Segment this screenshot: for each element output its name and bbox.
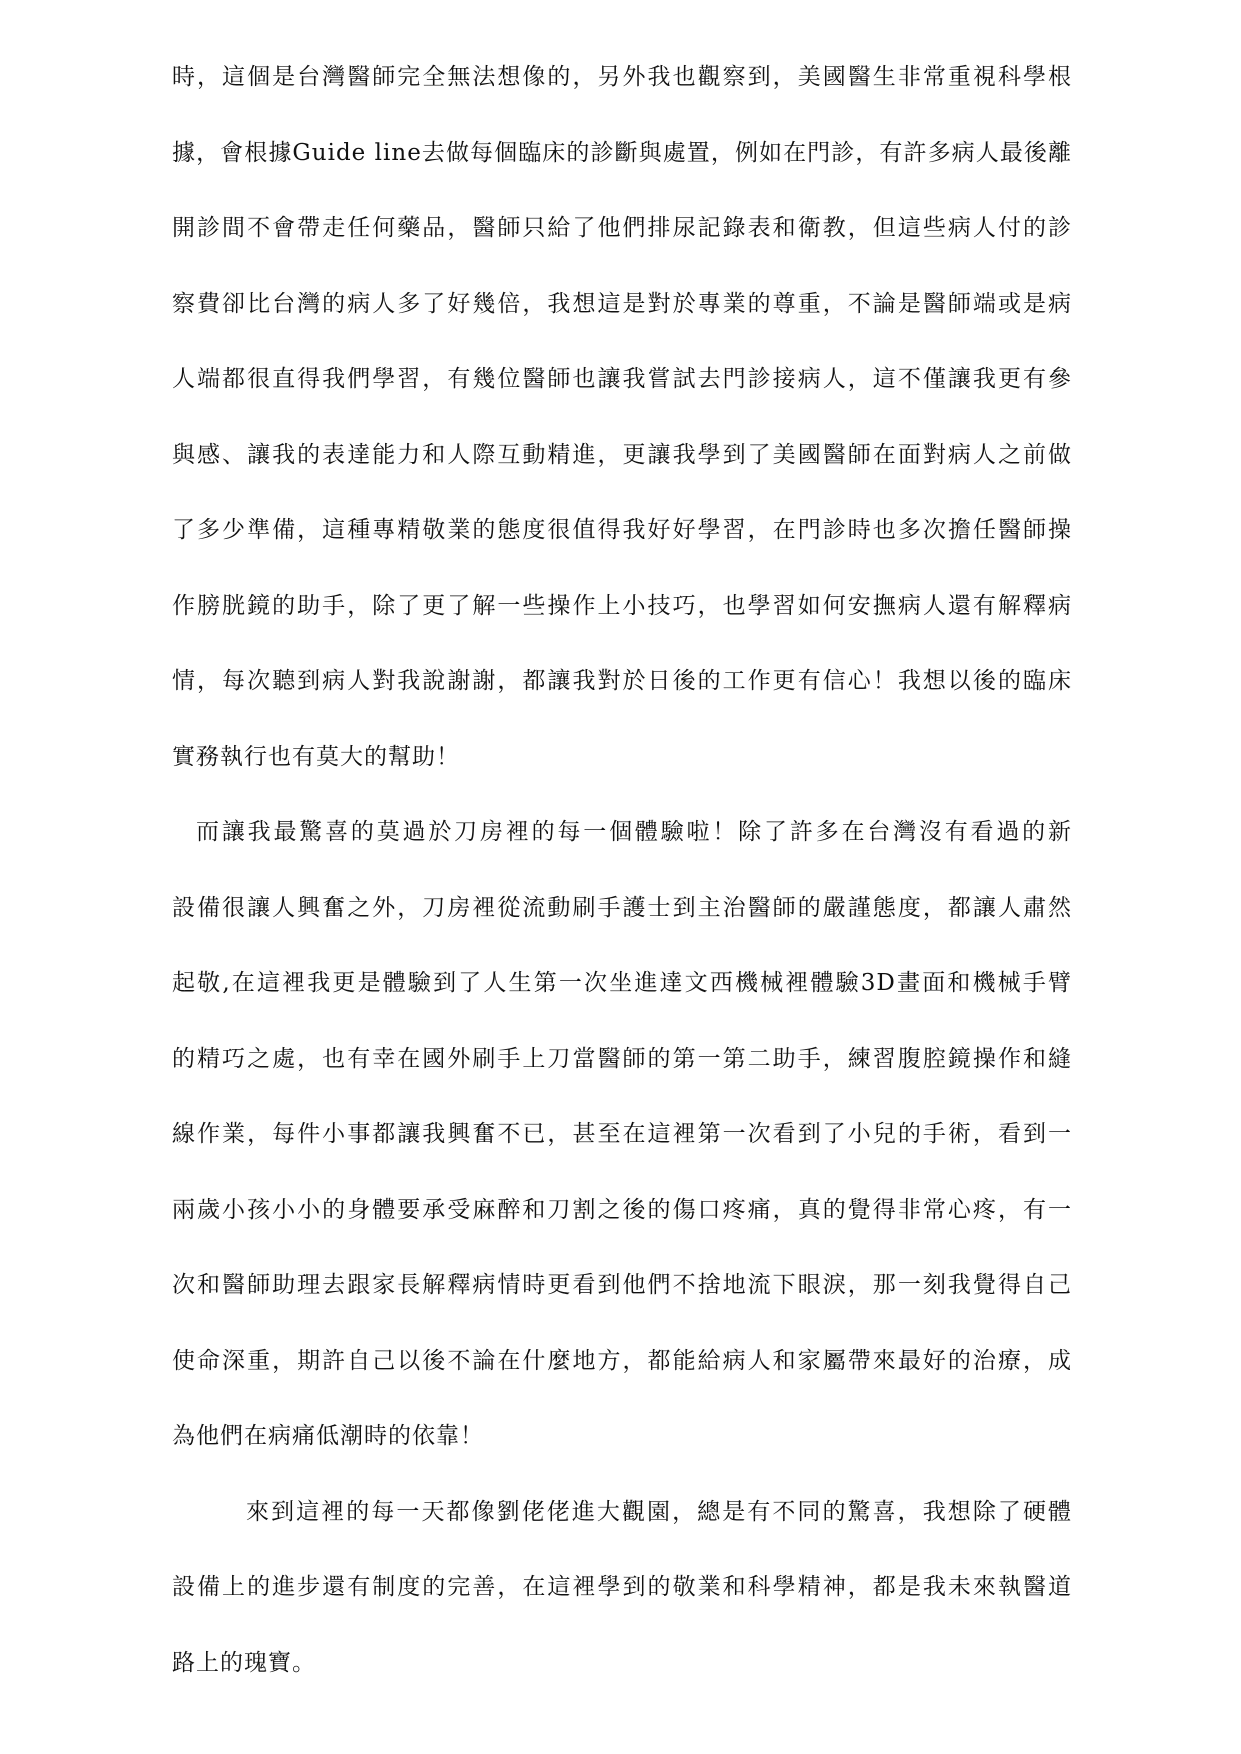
text-line: 起敬,在這裡我更是體驗到了人生第一次坐進達文西機械裡體驗3D畫面和機械手臂: [172, 970, 1072, 996]
text-line: 設備上的進步還有制度的完善，在這裡學到的敬業和科學精神，都是我未來執醫道: [172, 1574, 1072, 1600]
text-line: 了多少準備，這種專精敬業的態度很值得我好好學習，在門診時也多次擔任醫師操: [172, 517, 1072, 543]
text-line: 開診間不會帶走任何藥品，醫師只給了他們排尿記錄表和衛教，但這些病人付的診: [172, 215, 1072, 241]
paragraph-1: [172, 40, 1072, 795]
text-line: 來到這裡的每一天都像劉佬佬進大觀園，總是有不同的驚喜，我想除了硬體: [246, 1498, 1072, 1525]
text-line: 兩歲小孩小小的身體要承受麻醉和刀割之後的傷口疼痛，真的覺得非常心疼，有一: [172, 1196, 1072, 1223]
document-body: [172, 40, 1072, 1701]
text-line: 使命深重，期許自己以後不論在什麼地方，都能給病人和家屬帶來最好的治療，成: [172, 1347, 1072, 1374]
text-line: 與感、讓我的表達能力和人際互動精進，更讓我學到了美國醫師在面對病人之前做: [172, 441, 1072, 468]
text-line: 人端都很直得我們學習，有幾位醫師也讓我嘗試去門診接病人，這不僅讓我更有參: [172, 366, 1072, 392]
text-line: 作膀胱鏡的助手，除了更了解一些操作上小技巧，也學習如何安撫病人還有解釋病: [172, 592, 1072, 619]
text-line: 路上的瑰寶。: [172, 1649, 316, 1676]
text-line: 的精巧之處，也有幸在國外刷手上刀當醫師的第一第二助手，練習腹腔鏡操作和縫: [172, 1045, 1072, 1072]
text-line: 時，這個是台灣醫師完全無法想像的，另外我也觀察到，美國醫生非常重視科學根: [172, 64, 1072, 90]
paragraph-2: [172, 795, 1072, 1475]
text-line: 情，每次聽到病人對我說謝謝，都讓我對於日後的工作更有信心！我想以後的臨床: [172, 668, 1072, 694]
text-line: 次和醫師助理去跟家長解釋病情時更看到他們不捨地流下眼淚，那一刻我覺得自己: [172, 1272, 1072, 1298]
text-line: 而讓我最驚喜的莫過於刀房裡的每一個體驗啦！除了許多在台灣沒有看過的新: [196, 819, 1072, 845]
text-line: 據，會根據Guide line去做每個臨床的診斷與處置，例如在門診，有許多病人最後離: [172, 139, 1072, 166]
text-line: 設備很讓人興奮之外，刀房裡從流動刷手護士到主治醫師的嚴謹態度，都讓人肅然: [172, 894, 1072, 921]
paragraph-3: [172, 1475, 1072, 1702]
text-line: 實務執行也有莫大的幫助！: [172, 743, 460, 770]
text-line: 線作業，每件小事都讓我興奮不已，甚至在這裡第一次看到了小兒的手術，看到一: [172, 1121, 1072, 1147]
text-line: 為他們在病痛低潮時的依靠！: [172, 1423, 484, 1449]
text-line: 察費卻比台灣的病人多了好幾倍，我想這是對於專業的尊重，不論是醫師端或是病: [172, 290, 1072, 317]
